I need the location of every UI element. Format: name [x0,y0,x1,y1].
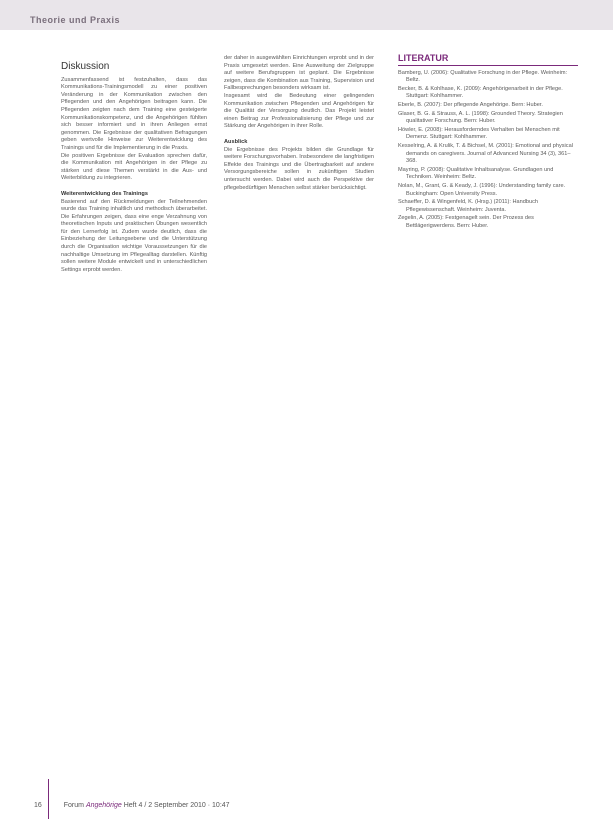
literature-title: LITERATUR [398,55,578,66]
paragraph: Die positiven Ergebnisse der Evaluation sprechen dafür, die Kommunikation mit Angehörigen in der Pflege zu stärken und diese Themen verstärkt in die Aus- und Weiterbildung zu integrieren. [61,152,207,182]
page-number: 16 [34,802,42,809]
page-footer [34,802,230,809]
subheading: Weiterentwicklung des Trainings [61,190,148,197]
paragraph: Die Ergebnisse des Projekts bilden die Grundlage für weitere Forschungsvorhaben. Insbesondere die langfristigen Effekte des Trainings und die Übertragbarkeit auf andere Versorgungsbereiche sollen in zukünftigen Studien untersucht werden. Dabei wird auch die Perspektive der pflegebedürftigen Menschen selbst stärker berücksichtigt. [224,146,374,191]
literature-column [398,55,578,231]
journal-brand: Angehörige [85,802,122,809]
reference-item: Mayring, P. (2008): Qualitative Inhaltsanalyse. Grundlagen und Techniken. Weinheim: Beltz. [398,166,554,181]
reference-item: Glaser, B. G. & Strauss, A. L. (1998): Grounded Theory. Strategien qualitativer Forschung. Bern: Huber. [398,110,563,125]
column-2 [224,55,374,192]
paragraph: Insgesamt wird die Bedeutung einer gelingenden Kommunikation zwischen Pflegenden und Angehörigen für die Qualität der Versorgung deutlich. Das Projekt leistet einen Beitrag zur Professionalisierung der Pflege und zur Stärkung der Angehörigen in ihrer Rolle. [224,92,374,130]
paragraph: Basierend auf den Rückmeldungen der Teilnehmenden wurde das Training inhaltlich und methodisch überarbeitet. Die Erfahrungen zeigen, dass eine enge Verzahnung von theoretischen Inputs und praktischen Übungen wesentlich für den Lernerfolg ist. Zudem wurde deutlich, dass die Einbeziehung der Leitungsebene und die Unterstützung durch die Organisation wichtige Voraussetzungen für die nachhaltige Umsetzung im Pflegealltag darstellen. Künftig sollen weitere Module entwickelt und in unterschiedlichen Settings erprobt werden. [61,198,207,273]
reference-item: Schaeffer, D. & Wingenfeld, K. (Hrsg.) (2011): Handbuch Pflegewissenschaft. Weinheim: Juventa. [398,199,539,213]
reference-item: Eberle, B. (2007): Der pflegende Angehörige. Bern: Huber. [398,101,543,108]
section-header: Theorie und Praxis [30,15,121,25]
reference-item: Bamberg, U. (2006): Qualitative Forschung in der Pflege. Weinheim: Beltz. [398,69,568,84]
heading-diskussion: Diskussion [61,61,110,72]
journal-name: Forum [63,802,84,809]
reference-item: Kesselring, A. & Krulik, T. & Bichsel, M. (2001): Emotional and physical demands on caregivers. Journal of Advanced Nursing 34 (3), 361–368. [398,142,573,165]
reference-item: Höwler, E. (2008): Herausforderndes Verhalten bei Menschen mit Demenz. Stuttgart: Kohlhammer. [398,126,560,141]
paragraph: der daher in ausgewählten Einrichtungen erprobt und in der Praxis umgesetzt werden. Eine Ausweitung der Zielgruppe auf weitere Berufsgruppen ist geplant. Die Ergebnisse zeigen, dass die Kombination aus Training, Supervision und Fallbesprechungen besonders wirksam ist. [224,55,374,92]
paragraph: Zusammenfassend ist festzuhalten, dass das Kommunikations-Trainingsmodell zu einer positiven Veränderung in der Kommunikation zwischen den Pflegenden und den Angehörigen beitragen kann. Die Pflegenden zeigten nach dem Training eine gesteigerte Kommunikationskompetenz, und die Angehörigen fühlten sich besser informiert und in ihren Anliegen ernst genommen. Die Ergebnisse der qualitativen Befragungen geben wertvolle Hinweise zur Weiterentwicklung des Trainings und für die Implementierung in die Praxis. [61,76,207,151]
subheading: Ausblick [224,138,248,145]
column-1 [61,55,207,274]
reference-item: Zegelin, A. (2005): Festgenagelt sein. Der Prozess des Bettlägerigwerdens. Bern: Huber. [398,215,534,229]
reference-list [398,70,578,231]
reference-item: Nolan, M., Grant, G. & Keady, J. (1996): Understanding family care. Buckingham: Open University Press. [398,182,566,197]
reference-item: Becker, B. & Kohlhase, K. (2009): Angehörigenarbeit in der Pflege. Stuttgart: Kohlhammer. [398,85,563,100]
issue-info: Heft 4 / 2 September 2010 · 10:47 [123,802,230,809]
footer-divider [48,779,49,819]
